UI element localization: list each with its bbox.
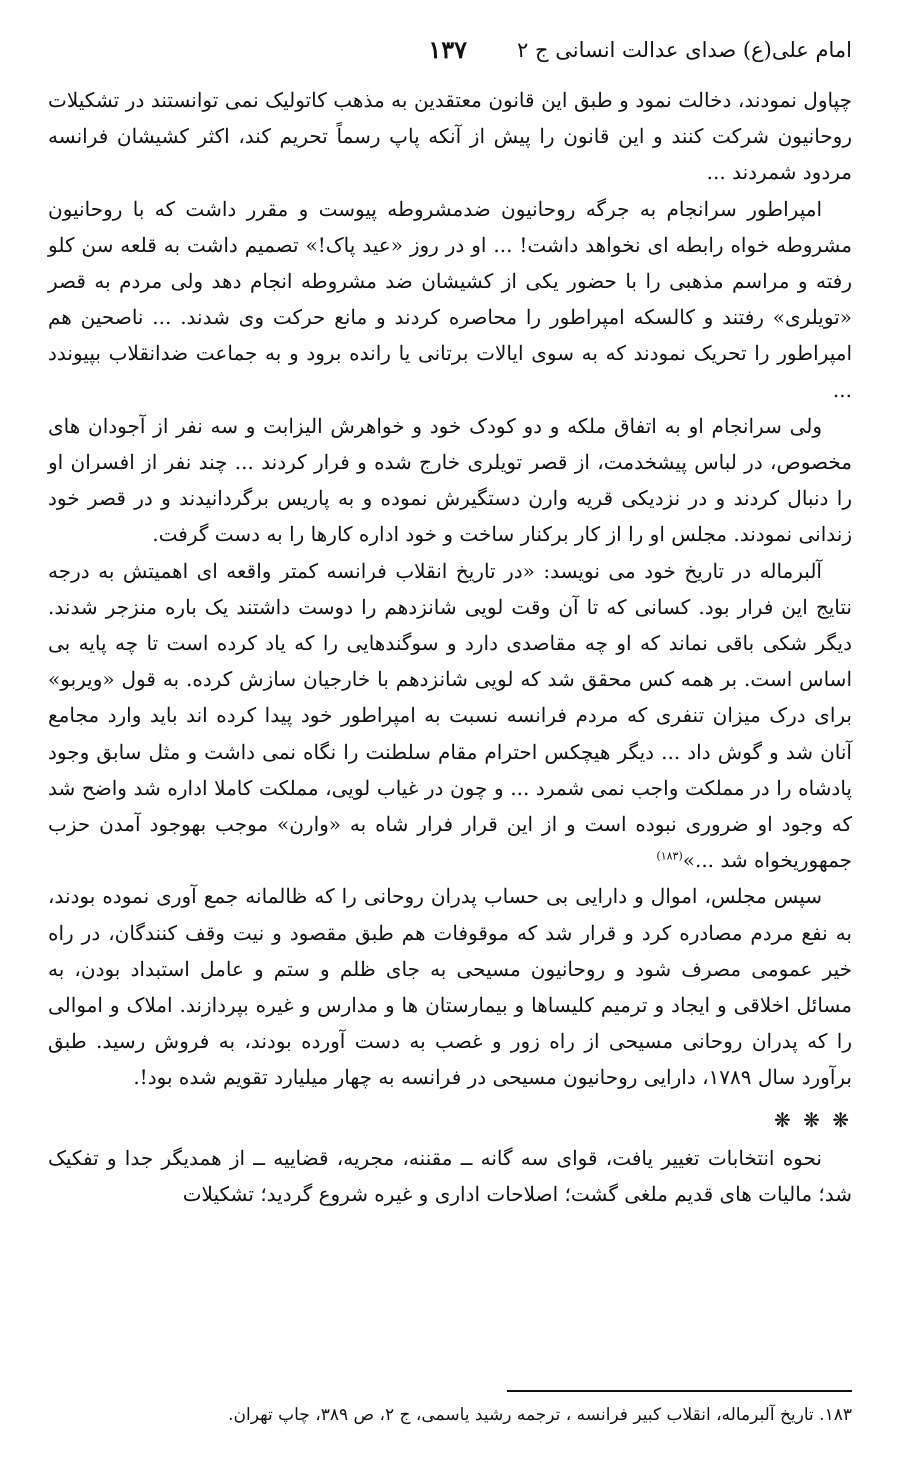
running-header <box>48 30 852 70</box>
footnote-marker: (۱۸۳) <box>656 849 683 863</box>
footnote-divider <box>507 1390 852 1392</box>
page-number: ۱۳۷ <box>428 35 467 64</box>
paragraph-emperor-joins: امپراطور سرانجام به جرگه روحانیون ضدمشروطه پیوست و مقرر داشت که با روحانیون مشروطه خواه رابطه ای نخواهد داشت! ... او در روز «عید پاک!» تصمیم داشت به قلعه سن کلو رفته و مراسم مذهبی را با حضور یکی از کشیشان ضد مشروطه انجام دهد ولی مردم به قصر «تویلری» رفتند و کالسکه امپراطور را محاصره کردند و مانع حرکت وی شدند. ... ناصحین هم امپراطور را تحریک نمودند که به سوی ایالات برتانی یا رانده برود و به جماعت ضدانقلاب بپیوندد ... <box>48 196 852 402</box>
paragraph-flight: ولی سرانجام او به اتفاق ملکه و دو کودک خود و خواهرش الیزابت و سه نفر از آجودان های مخصوص، در لباس پیشخدمت، از قصر تویلری خارج شده و فرار کردند ... چند نفر از افسران او را دنبال کردند و در نزدیکی قریه وارن دستگیرش نموده و به پاریس برگردانیدند و در قصر خود زندانی نمودند. مجلس او را از کار برکنار ساخت و خود اداره کارها را به دست گرفت. <box>48 413 852 547</box>
quote-text: آلبرماله در تاریخ خود می نویسد: «در تاریخ انقلاب فرانسه کمتر واقعه ای اهمیتش به درجه نتایج این فرار بود. کسانی که تا آن وقت لویی شانزدهم را دوست داشتند یک باره منزجر شدند. دیگر شکی باقی نماند که او چه مقاصدی دارد و سوگندهایی را که یاد کرده است تا چه پایه بی اساس است. بر همه کس محقق شد که لویی شانزدهم با خارجیان سازش کرده. به قول «ویربو» برای درک میزان تنفری که مردم فرانسه نسبت به امپراطور خود پیدا کرده اند باید وارد مجامع آنان شد و گوش داد ... دیگر هیچکس احترام مقام سلطنت را نگاه نمی داشت و مثل سابق وجود پادشاه را در مملکت واجب نمی شمرد ... و چون در غیاب لویی، مملکت کاملا اداره شد واضح شد که وجود او ضروری نبوده است و از این قرار فرار شاه به «وارن» موجب بهوجود آمدن حزب جمهوریخواه شد ...» <box>48 558 853 873</box>
paragraph-elections: نحوه انتخابات تغییر یافت، قوای سه گانه ــ مقننه، مجریه، قضاییه ــ از همدیگر جدا و تفکیک شد؛ مالیات های قدیم ملغی گشت؛ اصلاحات اداری و غیره شروع گردید؛ تشکیلات <box>48 1145 852 1207</box>
paragraph-continuation: چپاول نمودند، دخالت نمود و طبق این قانون معتقدین به مذهب کاتولیک نمی توانستند در تشکیلات روحانیون شرکت کنند و این قانون را پیش از آنکه پاپ رسماً تحریم کند، اکثر کشیشان فرانسه مردود شمردند ... <box>48 88 852 185</box>
paragraph-confiscation: سپس مجلس، اموال و دارایی بی حساب پدران روحانی را که ظالمانه جمع آوری نموده بودند، به نفع مردم مصادره کرد و قرار شد که موقوفات هم طبق مقصود و نیت وقف کنندگان، در راه خیر عمومی مصرف شود و روحانیون مسیحی به جای ظلم و ستم و عامل استبداد بودن، به مسائل اخلاقی و ایجاد و ترمیم کلیساها و بیمارستان ها و مدارس و غیره بپردازند. املاک و اموالی را که پدران روحانی مسیحی از راه زور و غصب به دست آورده بودند، به فروش رسید. طبق برآورد سال ۱۷۸۹، دارایی روحانیون مسیحی در فرانسه به چهار میلیارد تقویم شده بود!. <box>48 884 852 1090</box>
body-text <box>48 82 852 1212</box>
header-title: امام علی(ع) صدای عدالت انسانی ج ۲ <box>517 38 852 62</box>
section-separator: ❋ ❋ ❋ <box>774 1107 852 1132</box>
footnote: ۱۸۳. تاریخ آلبرماله، انقلاب کبیر فرانسه ، ترجمه رشید یاسمی، ج ۲، ص ۳۸۹، چاپ تهران. <box>228 1405 852 1425</box>
paragraph-albermale-quote <box>48 553 852 879</box>
